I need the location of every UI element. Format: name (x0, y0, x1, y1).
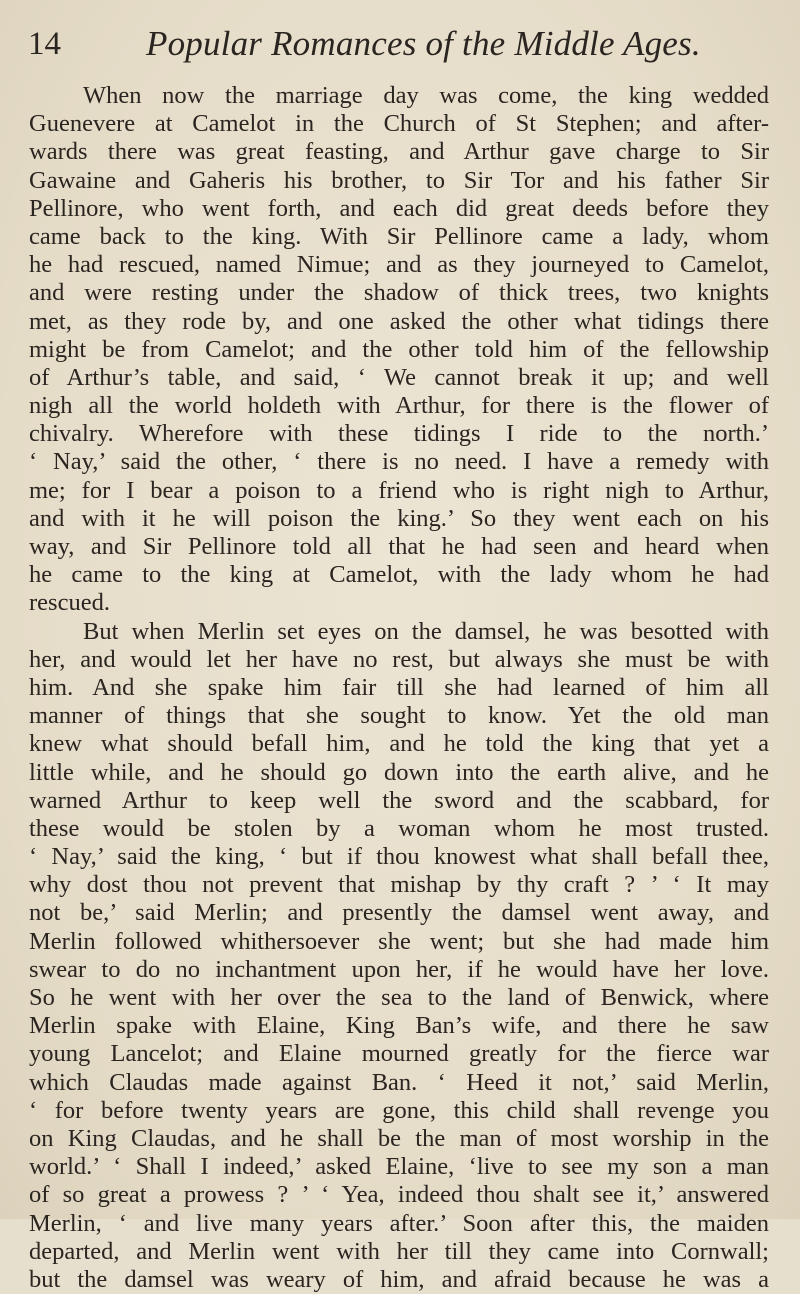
text-line: ‘ for before twenty years are gone, this child shall revenge you (29, 1096, 769, 1124)
text-line: came back to the king. With Sir Pellinore came a lady, whom (29, 222, 769, 250)
text-line: When now the marriage day was come, the king wedded (83, 82, 769, 109)
text-line: might be from Camelot; and the other told him of the fellowship (29, 335, 769, 363)
text-line: he came to the king at Camelot, with the lady whom he had (29, 561, 769, 589)
text-line: warned Arthur to keep well the sword and the scabbard, for (29, 786, 769, 814)
text-line: Gawaine and Gaheris his brother, to Sir Tor and his father Sir (29, 166, 769, 194)
text-line: little while, and he should go down into the earth alive, and he (29, 758, 769, 786)
text-line: of so great a prowess ? ’ ‘ Yea, indeed thou shalt see it,’ answered (29, 1181, 769, 1209)
text-line: world.’ ‘ Shall I indeed,’ asked Elaine, ‘live to see my son a man (29, 1153, 769, 1181)
page-number: 14 (28, 26, 61, 62)
text-line: Merlin spake with Elaine, King Ban’s wife, and there he saw (29, 1012, 769, 1040)
text-line: departed, and Merlin went with her till they came into Cornwall; (29, 1237, 769, 1265)
text-line: But when Merlin set eyes on the damsel, he was besotted with (83, 617, 769, 645)
text-line: young Lancelot; and Elaine mourned greatly for the fierce war (29, 1040, 769, 1068)
text-line: met, as they rode by, and one asked the other what tidings there (29, 307, 769, 335)
body-text (29, 82, 769, 1294)
text-line: and with it he will poison the king.’ So they went each on his (29, 504, 769, 532)
text-line: So he went with her over the sea to the land of Benwick, where (29, 984, 769, 1011)
running-title: Popular Romances of the Middle Ages. (146, 24, 701, 63)
text-line: on King Claudas, and he shall be the man of most worship in the (29, 1124, 769, 1152)
text-line: he had rescued, named Nimue; and as they journeyed to Camelot, (29, 251, 769, 279)
text-line: chivalry. Wherefore with these tidings I ride to the north.’ (29, 420, 769, 448)
text-line: Merlin followed whithersoever she went; but she had made him (29, 927, 769, 955)
text-line: her, and would let her have no rest, but always she must be with (29, 645, 769, 673)
text-line: why dost thou not prevent that mishap by thy craft ? ’ ‘ It may (29, 871, 769, 899)
text-line: these would be stolen by a woman whom he most trusted. (29, 814, 769, 842)
text-line: me; for I bear a poison to a friend who is right nigh to Arthur, (29, 476, 769, 504)
text-line: wards there was great feasting, and Arthur gave charge to Sir (29, 138, 769, 166)
text-line: nigh all the world holdeth with Arthur, for there is the flower of (29, 392, 769, 420)
text-line: knew what should befall him, and he told the king that yet a (29, 730, 769, 758)
text-line: but the damsel was weary of him, and afraid because he was a (29, 1265, 769, 1293)
text-line: Merlin, ‘ and live many years after.’ Soon after this, the maiden (29, 1209, 769, 1237)
text-line: ‘ Nay,’ said the king, ‘ but if thou knowest what shall befall thee, (29, 843, 769, 871)
text-line: way, and Sir Pellinore told all that he had seen and heard when (29, 533, 769, 560)
page-header (28, 14, 770, 70)
text-line: ‘ Nay,’ said the other, ‘ there is no need. I have a remedy with (29, 448, 769, 476)
text-line: Pellinore, who went forth, and each did great deeds before they (29, 194, 769, 222)
text-line: Guenevere at Camelot in the Church of St Stephen; and after- (29, 110, 769, 138)
text-line: not be,’ said Merlin; and presently the damsel went away, and (29, 899, 769, 927)
text-line: which Claudas made against Ban. ‘ Heed it not,’ said Merlin, (29, 1068, 769, 1096)
text-line: rescued. (29, 589, 110, 617)
text-line: him. And she spake him fair till she had learned of him all (29, 673, 769, 701)
text-line: swear to do no inchantment upon her, if he would have her love. (29, 955, 769, 983)
text-line: manner of things that she sought to know. Yet the old man (29, 702, 769, 730)
text-line: and were resting under the shadow of thick trees, two knights (29, 279, 769, 307)
text-line: of Arthur’s table, and said, ‘ We cannot break it up; and well (29, 363, 769, 391)
